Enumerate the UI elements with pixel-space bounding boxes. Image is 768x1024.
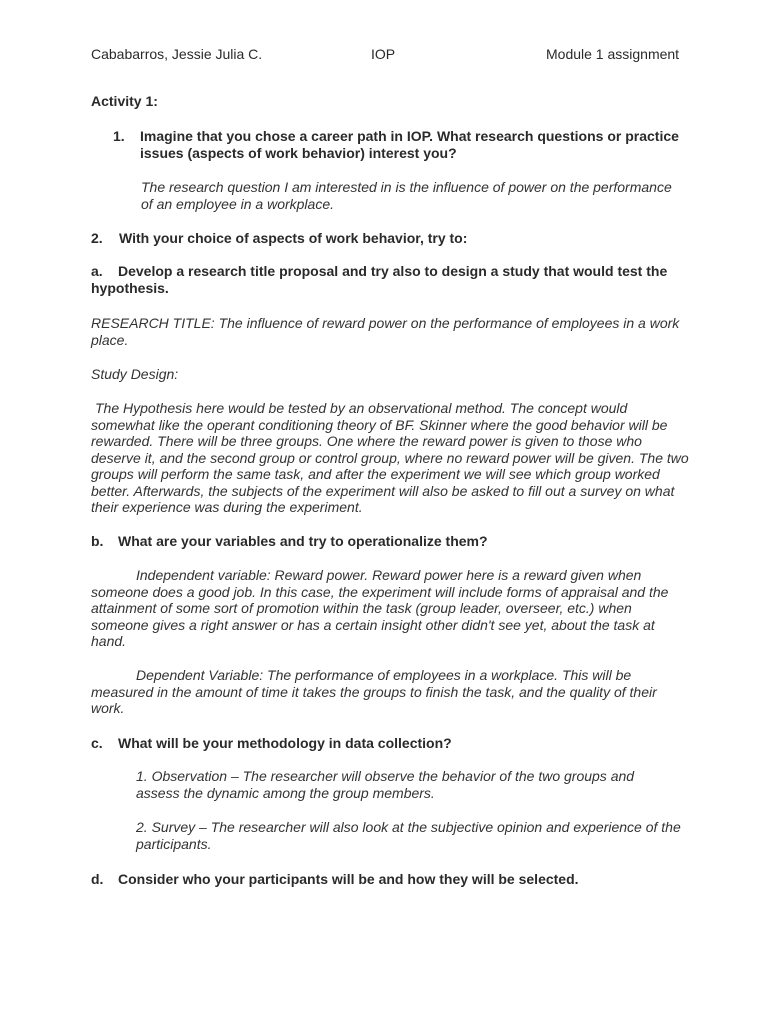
header-course: IOP (371, 46, 396, 62)
independent-variable: Independent variable: Reward power. Reward power here is a reward given when someone does a good job. In this case, the experiment will include forms of appraisal and the attainment of some sort of promotion within the task (group leader, overseer, etc.) when someone gives a right answer or has a certain insight other didn't see yet, about the task at hand. (91, 567, 669, 649)
research-title: RESEARCH TITLE: The influence of reward power on the performance of employees in a work place. (91, 315, 680, 348)
question-1-text: Imagine that you chose a career path in IOP. What research questions or practice issues (aspects of work behavior) interest you? (140, 128, 679, 161)
header-module: Module 1 assignment (546, 46, 680, 62)
question-d-label: d. (91, 871, 104, 887)
question-c-label: c. (91, 735, 103, 751)
question-b-text: What are your variables and try to operationalize them? (118, 533, 488, 549)
study-design-text: The Hypothesis here would be tested by an observational method. The concept would somewhat like the operant conditioning theory of BF. Skinner where the good behavior will be rewarded. There will be three groups. One where the reward power is given to those who deserve it, and the second group or control group, where no reward power will be given. The two groups will perform the same task, and after the experiment we will see which group worked better. Afterwards, the subjects of the experiment will also be asked to fill out a survey on what their experience was during the experiment. (91, 400, 689, 515)
header-author: Cababarros, Jessie Julia C. (91, 46, 263, 62)
question-d-text: Consider who your participants will be and how they will be selected. (118, 871, 579, 887)
activity-title: Activity 1: (91, 93, 158, 109)
question-1 (113, 128, 683, 161)
question-2-text: With your choice of aspects of work behavior, try to: (119, 230, 468, 246)
question-2-number: 2. (91, 230, 103, 246)
question-2 (91, 230, 467, 247)
question-d (91, 871, 579, 888)
question-a (91, 263, 681, 296)
method-survey: 2. Survey – The researcher will also look at the subjective opinion and experience of the participants. (136, 819, 681, 852)
dependent-variable: Dependent Variable: The performance of employees in a workplace. This will be measured in the amount of time it takes the groups to finish the task, and the quality of their work. (91, 667, 657, 716)
question-b-label: b. (91, 533, 104, 549)
question-1-answer: The research question I am interested in is the influence of power on the performance of an employee in a workplace. (141, 179, 672, 212)
question-b (91, 533, 488, 550)
question-1-number: 1. (113, 128, 125, 144)
method-observation: 1. Observation – The researcher will observe the behavior of the two groups and assess the dynamic among the group members. (136, 768, 635, 801)
question-c (91, 735, 452, 752)
question-c-text: What will be your methodology in data collection? (118, 735, 452, 751)
question-a-text: Develop a research title proposal and try also to design a study that would test the hypothesis. (91, 263, 668, 296)
study-design-label: Study Design: (91, 366, 179, 382)
question-a-label: a. (91, 263, 103, 279)
